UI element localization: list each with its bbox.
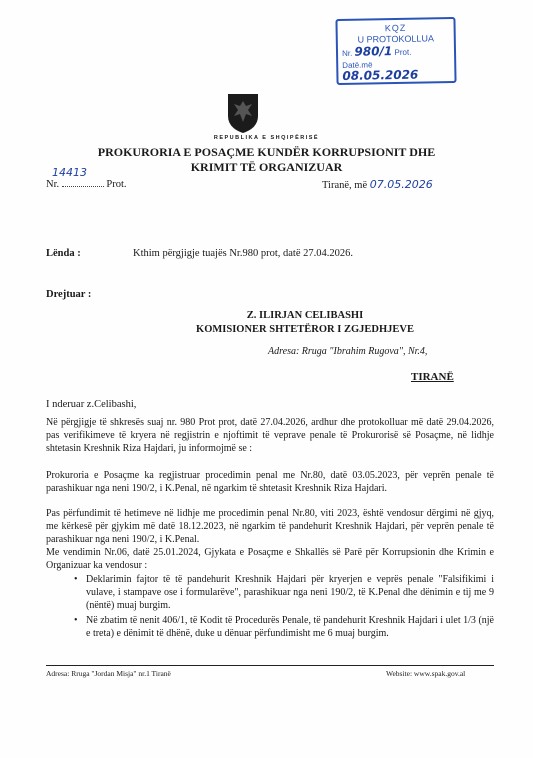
footer-divider [46,665,494,666]
stamp-date-value: 08.05.2026 [342,67,419,83]
institution-heading: PROKURORIA E POSAÇME KUNDËR KORRUPSIONIT DHE KRIMIT TË ORGANIZUAR [97,145,436,174]
nr-blank [62,178,104,187]
list-item: • Deklarimin fajtor të të pandehurit Kreshnik Hajdari për kryerjen e veprës penale "Falsifikimi i vulave, i stampave ose i formularëve", parashikuar nga neni 190/2, të K.Penal dhe dënimin e tij me 9 (nëntë) muaj burgim. [74,573,494,612]
handwritten-date: 07.05.2026 [369,178,433,191]
addressee-label: Drejtuar : [46,289,92,300]
prot-label: Prot. [106,179,127,190]
protocol-number-line [46,178,127,190]
stamp-office: U PROTOKOLLUA [357,33,435,45]
nr-label: Nr. [46,179,60,190]
footer-website: Website: www.spak.gov.al [386,669,466,678]
addressee-city: TIRANË [411,371,454,383]
salutation: I nderuar z.Celibashi, [46,399,137,410]
addressee-address: Adresa: Rruga "Ibrahim Rugova", Nr.4, [268,346,428,357]
addressee-title: KOMISIONER SHTETËROR I ZGJEDHJEVE [196,324,414,335]
stamp-nr-label: Nr. [341,48,353,58]
place-date [322,178,433,191]
protocol-stamp [335,17,456,85]
republic-heading: REPUBLIKA E SHQIPËRISË [213,135,320,141]
footer-address: Adresa: Rruga "Jordan Misja" nr.1 Tiranë [46,669,171,678]
addressee-name: Z. ILIRJAN CELIBASHI [246,310,364,321]
place-date-label: Tiranë, më [322,180,368,191]
stamp-nr-line [342,45,450,59]
handwritten-protocol-number: 14413 [52,166,87,179]
albanian-eagle-emblem-icon [226,92,260,134]
stamp-code: KQZ [384,22,407,34]
stamp-date-label: Datë.më [342,60,373,70]
list-item: • Në zbatim të nenit 406/1, të Kodit të Procedurës Penale, të pandehurit Kreshnik Hajdari i ulet 1/3 (një e treta) e dënimit të dhënë, duke u dënuar përfundimisht me 6 muaj burgim. [74,614,494,640]
stamp-date-line [342,58,450,83]
paragraph-1: Në përgjigje të shkresës suaj nr. 980 Prot prot, datë 27.04.2026, ardhur dhe protokolluar më datë 29.04.2026, pas verifikimeve të kryera në regjistrin e njoftimit të veprave penale të Prokurorisë së Posaçme, në lidhje shtetasin Kreshnik Riza Hajdari, ju informojmë se : [46,417,494,454]
stamp-prot-label: Prot. [394,47,412,58]
subject-label: Lënda : [46,248,81,259]
paragraph-3: Pas përfundimit të hetimeve në lidhje me procedimin penal Nr.80, viti 2023, është vendosur dërgimi në gjyq, me kërkesë për gjykim më datë 18.12.2023, në ngarkim të pandehurit Kreshnik Hajdari, për veprën penale të parashikuar nga neni 190/2, i K.Penal. [46,508,494,545]
decision-list [74,573,494,642]
paragraph-4: Me vendimin Nr.06, datë 25.01.2024, Gjykata e Posaçme e Shkallës së Parë për Korrupsionin dhe Krimin e Organizuar ka vendosur : [46,547,494,571]
addressee-block [150,309,460,337]
paragraph-2: Prokuroria e Posaçme ka regjistruar procedimin penal me Nr.80, datë 03.05.2023, për veprën penale të parashikuar nga neni 190/2, i K.Penal, në ngarkim të shtetasit Kreshnik Riza Hajdari. [46,470,494,494]
subject-text: Kthim përgjigje tuajës Nr.980 prot, datë 27.04.2026. [133,248,353,259]
stamp-nr-value: 980/1 [354,44,393,59]
